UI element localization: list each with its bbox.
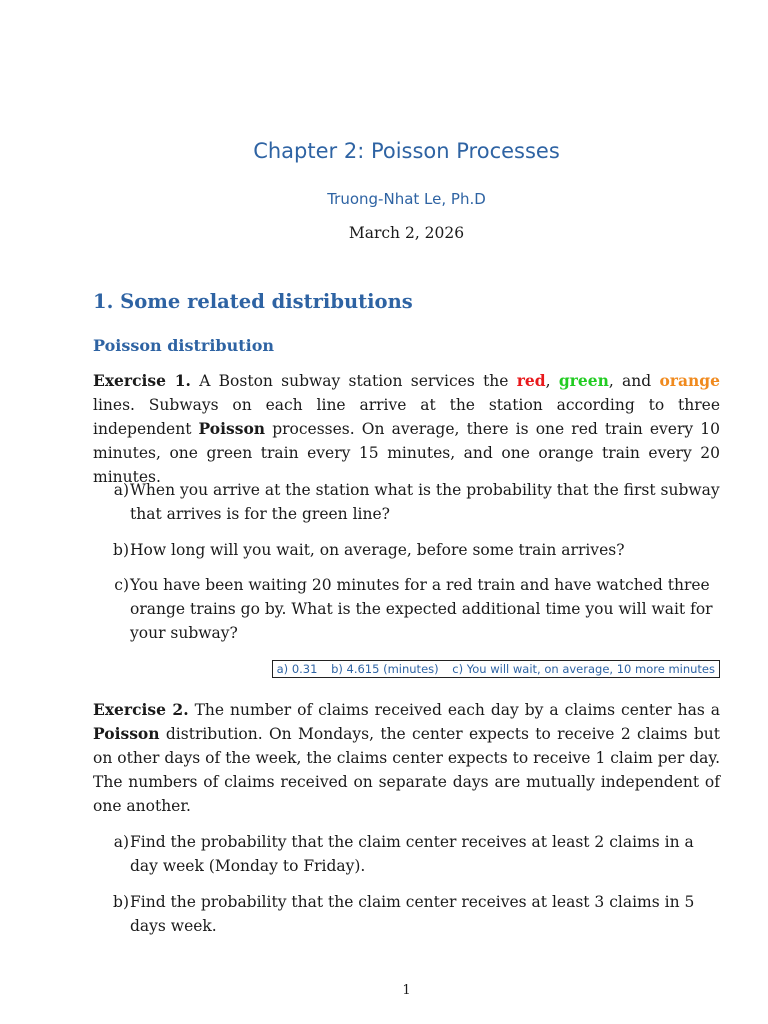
item-text: Find the probability that the claim center receives at least 2 claims in a day week (Monday to Friday).	[130, 833, 694, 875]
answer-box	[272, 660, 720, 678]
item-text: You have been waiting 20 minutes for a red train and have watched three orange trains go by. What is the expected additional time you will wait for your subway?	[130, 576, 713, 642]
list-item	[105, 538, 720, 562]
poisson-bold: Poisson	[93, 724, 160, 743]
exercise-1-label: Exercise 1.	[93, 371, 191, 390]
page-number: 1	[402, 983, 411, 998]
exercise-1-text-c: processes. On average, there is one red train every 10 minutes, one green train every 15 minutes, and one orange train every 20 minutes.	[93, 420, 720, 486]
list-item	[105, 830, 720, 878]
item-text: Find the probability that the claim center receives at least 3 claims in 5 days week.	[130, 893, 695, 935]
item-label: c)	[114, 576, 129, 594]
author-name: Truong-Nhat Le, Ph.D	[327, 190, 486, 208]
exercise-1-text-b: lines. Subways on each line arrive at the station according to three independent	[93, 396, 720, 438]
list-item	[105, 573, 720, 645]
document-date: March 2, 2026	[348, 224, 465, 242]
section-heading: 1. Some related distributions	[93, 290, 413, 313]
list-item	[105, 478, 720, 526]
list-item	[105, 890, 720, 938]
item-label: a)	[113, 833, 129, 851]
exercise-2-label: Exercise 2.	[93, 700, 189, 719]
exercise-1-text-a: A Boston subway station services the	[199, 372, 509, 390]
and-text: , and	[608, 372, 652, 390]
green-line-label: green	[558, 371, 609, 390]
item-label: a)	[113, 481, 129, 499]
answer-a: a) 0.31	[276, 662, 318, 676]
answer-b: b) 4.615 (minutes)	[331, 662, 439, 676]
exercise-1-intro	[93, 369, 720, 489]
item-label: b)	[113, 541, 129, 559]
item-text: When you arrive at the station what is the probability that the first subway that arrives is for the green line?	[130, 481, 720, 523]
chapter-title: Chapter 2: Poisson Processes	[253, 139, 560, 163]
exercise-2-text-b: distribution. On Mondays, the center expects to receive 2 claims but on other days of the week, the claims center expects to receive 1 claim per day. The numbers of claims received on separate days are mutually independent of one another.	[93, 725, 720, 815]
subsection-heading: Poisson distribution	[93, 336, 275, 355]
poisson-bold: Poisson	[198, 419, 266, 438]
item-text: How long will you wait, on average, before some train arrives?	[130, 541, 625, 559]
answer-c: c) You will wait, on average, 10 more minutes	[452, 662, 715, 676]
comma: ,	[545, 372, 551, 390]
orange-line-label: orange	[659, 371, 720, 390]
exercise-2-intro	[93, 698, 720, 818]
exercise-2-text-a: The number of claims received each day by a claims center has a	[194, 701, 720, 719]
red-line-label: red	[516, 371, 546, 390]
item-label: b)	[113, 893, 129, 911]
document-page	[93, 0, 720, 1024]
